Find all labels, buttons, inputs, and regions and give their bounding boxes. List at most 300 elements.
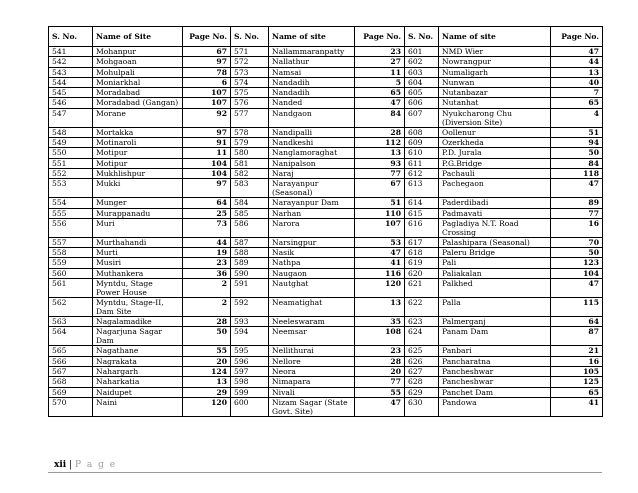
site-name-cell: Narayanpur (Seasonal)	[269, 179, 355, 198]
sno-cell: 609	[405, 138, 439, 148]
header-sno-3: S. No.	[405, 27, 439, 47]
table-row	[49, 327, 603, 346]
page-no-cell: 5	[355, 77, 405, 87]
site-name-cell: Namsai	[269, 67, 355, 77]
page-no-cell: 7	[551, 88, 603, 98]
site-name-cell: Nowrangpur	[439, 57, 551, 67]
table-row	[49, 356, 603, 366]
page-no-cell: 97	[183, 179, 231, 198]
header-page-3: Page No.	[551, 27, 603, 47]
sno-cell: 594	[231, 327, 269, 346]
sno-cell: 580	[231, 148, 269, 158]
site-name-cell: Motipur	[93, 148, 183, 158]
sno-cell: 579	[231, 138, 269, 148]
sno-cell: 598	[231, 377, 269, 387]
table-row	[49, 248, 603, 258]
sno-cell: 589	[231, 258, 269, 268]
header-site-2: Name of site	[269, 27, 355, 47]
page-no-cell: 124	[183, 366, 231, 376]
sno-cell: 618	[405, 248, 439, 258]
site-name-cell: Nanipalson	[269, 158, 355, 168]
sno-cell: 587	[231, 237, 269, 247]
sno-cell: 563	[49, 317, 93, 327]
table-row	[49, 237, 603, 247]
site-name-cell: Pali	[439, 258, 551, 268]
sno-cell: 557	[49, 237, 93, 247]
site-name-cell: Nathpa	[269, 258, 355, 268]
sno-cell: 623	[405, 317, 439, 327]
page-no-cell: 16	[551, 356, 603, 366]
sno-cell: 614	[405, 198, 439, 208]
page-no-cell: 123	[551, 258, 603, 268]
site-name-cell: Nallammaranpatty	[269, 47, 355, 57]
page-no-cell: 51	[551, 127, 603, 137]
site-name-cell: Nallathur	[269, 57, 355, 67]
sno-cell: 553	[49, 179, 93, 198]
sno-cell: 573	[231, 67, 269, 77]
page-no-cell: 41	[355, 258, 405, 268]
table-row	[49, 88, 603, 98]
page-no-cell: 120	[183, 397, 231, 416]
page-no-cell: 50	[551, 148, 603, 158]
page-no-cell: 94	[551, 138, 603, 148]
page-no-cell: 64	[183, 198, 231, 208]
site-name-cell: Panbari	[439, 346, 551, 356]
sno-cell: 599	[231, 387, 269, 397]
site-name-cell: Mukki	[93, 179, 183, 198]
page-no-cell: 47	[551, 47, 603, 57]
sno-cell: 576	[231, 98, 269, 108]
sno-cell: 593	[231, 317, 269, 327]
site-name-cell: Pancharatna	[439, 356, 551, 366]
header-site-3: Name of site	[439, 27, 551, 47]
page-no-cell: 23	[183, 258, 231, 268]
sno-cell: 613	[405, 179, 439, 198]
site-name-cell: Myntdu, Stage Power House	[93, 279, 183, 298]
sno-cell: 592	[231, 298, 269, 317]
sno-cell: 600	[231, 397, 269, 416]
table-header-row	[49, 27, 603, 47]
site-name-cell: Nasik	[269, 248, 355, 258]
sno-cell: 597	[231, 366, 269, 376]
site-name-cell: Neeleswaram	[269, 317, 355, 327]
site-name-cell: Nandadih	[269, 88, 355, 98]
page-no-cell: 29	[183, 387, 231, 397]
page-number: xii	[54, 460, 67, 470]
site-index-table	[48, 26, 603, 417]
site-name-cell: P.G.Bridge	[439, 158, 551, 168]
site-name-cell: Narora	[269, 218, 355, 237]
site-name-cell: Nunwan	[439, 77, 551, 87]
site-name-cell: Pancheshwar	[439, 377, 551, 387]
sno-cell: 541	[49, 47, 93, 57]
sno-cell: 546	[49, 98, 93, 108]
page-no-cell: 104	[183, 168, 231, 178]
table-row	[49, 366, 603, 376]
sno-cell: 543	[49, 67, 93, 77]
page-no-cell: 2	[183, 298, 231, 317]
site-name-cell: Panam Dam	[439, 327, 551, 346]
site-name-cell: Myntdu, Stage-II, Dam Site	[93, 298, 183, 317]
sno-cell: 628	[405, 377, 439, 387]
page-no-cell: 65	[551, 387, 603, 397]
site-name-cell: Mohulpali	[93, 67, 183, 77]
table-row	[49, 377, 603, 387]
site-name-cell: Nandipalli	[269, 127, 355, 137]
sno-cell: 620	[405, 268, 439, 278]
site-name-cell: Padmavati	[439, 208, 551, 218]
sno-cell: 616	[405, 218, 439, 237]
site-name-cell: Paliakalan	[439, 268, 551, 278]
page-no-cell: 41	[551, 397, 603, 416]
site-name-cell: Nizam Sagar (State Govt. Site)	[269, 397, 355, 416]
sno-cell: 560	[49, 268, 93, 278]
sno-cell: 581	[231, 158, 269, 168]
sno-cell: 604	[405, 77, 439, 87]
page-no-cell: 21	[551, 346, 603, 356]
site-name-cell: Nandkeshi	[269, 138, 355, 148]
page-no-cell: 51	[355, 198, 405, 208]
site-name-cell: Nagrakata	[93, 356, 183, 366]
table-row	[49, 218, 603, 237]
sno-cell: 630	[405, 397, 439, 416]
page-no-cell: 11	[183, 148, 231, 158]
page-no-cell: 78	[183, 67, 231, 77]
page-no-cell: 67	[183, 47, 231, 57]
site-name-cell: Mukhlishpur	[93, 168, 183, 178]
page-no-cell: 107	[355, 218, 405, 237]
sno-cell: 575	[231, 88, 269, 98]
site-name-cell: Naini	[93, 397, 183, 416]
header-page-1: Page No.	[183, 27, 231, 47]
sno-cell: 591	[231, 279, 269, 298]
page-label: P a g e	[75, 460, 117, 470]
site-name-cell: Nellithurai	[269, 346, 355, 356]
page-no-cell: 16	[551, 218, 603, 237]
site-name-cell: Nanded	[269, 98, 355, 108]
sno-cell: 568	[49, 377, 93, 387]
table-row	[49, 208, 603, 218]
page-no-cell: 77	[551, 208, 603, 218]
site-name-cell: Motinaroli	[93, 138, 183, 148]
site-name-cell: Palmerganj	[439, 317, 551, 327]
site-name-cell: Palashipara (Seasonal)	[439, 237, 551, 247]
site-name-cell: Pachauli	[439, 168, 551, 178]
page-no-cell: 107	[183, 88, 231, 98]
sno-cell: 590	[231, 268, 269, 278]
page-no-cell: 50	[551, 248, 603, 258]
site-name-cell: Narsingpur	[269, 237, 355, 247]
site-name-cell: Naraj	[269, 168, 355, 178]
page-no-cell: 47	[355, 397, 405, 416]
sno-cell: 567	[49, 366, 93, 376]
site-name-cell: Neemsar	[269, 327, 355, 346]
sno-cell: 549	[49, 138, 93, 148]
table-row	[49, 298, 603, 317]
sno-cell: 602	[405, 57, 439, 67]
sno-cell: 548	[49, 127, 93, 137]
page-no-cell: 50	[183, 327, 231, 346]
sno-cell: 596	[231, 356, 269, 366]
site-name-cell: Murti	[93, 248, 183, 258]
page-no-cell: 44	[551, 57, 603, 67]
sno-cell: 555	[49, 208, 93, 218]
page-no-cell: 125	[551, 377, 603, 387]
sno-cell: 606	[405, 98, 439, 108]
page-no-cell: 105	[551, 366, 603, 376]
sno-cell: 542	[49, 57, 93, 67]
page-no-cell: 70	[551, 237, 603, 247]
sno-cell: 564	[49, 327, 93, 346]
page-no-cell: 47	[355, 98, 405, 108]
page-no-cell: 20	[183, 356, 231, 366]
page-no-cell: 77	[355, 168, 405, 178]
sno-cell: 562	[49, 298, 93, 317]
site-name-cell: Neamatighat	[269, 298, 355, 317]
page-no-cell: 67	[355, 179, 405, 198]
page-no-cell: 115	[551, 298, 603, 317]
table-row	[49, 387, 603, 397]
sno-cell: 556	[49, 218, 93, 237]
site-name-cell: Nanglamoraghat	[269, 148, 355, 158]
table-row	[49, 47, 603, 57]
sno-cell: 565	[49, 346, 93, 356]
page-no-cell: 27	[355, 57, 405, 67]
site-name-cell: Murappanadu	[93, 208, 183, 218]
page-no-cell: 40	[551, 77, 603, 87]
site-name-cell: Neora	[269, 366, 355, 376]
site-name-cell: Mortakka	[93, 127, 183, 137]
table-row	[49, 67, 603, 77]
sno-cell: 608	[405, 127, 439, 137]
page-no-cell: 91	[183, 138, 231, 148]
sno-cell: 572	[231, 57, 269, 67]
page-no-cell: 47	[355, 248, 405, 258]
footer-separator: |	[69, 460, 73, 470]
sno-cell: 605	[405, 88, 439, 98]
header-sno-2: S. No.	[231, 27, 269, 47]
table-row	[49, 198, 603, 208]
page-no-cell: 53	[355, 237, 405, 247]
table-row	[49, 179, 603, 198]
sno-cell: 626	[405, 356, 439, 366]
site-name-cell: P.D. Jurala	[439, 148, 551, 158]
site-name-cell: Motipur	[93, 158, 183, 168]
page-no-cell: 28	[183, 317, 231, 327]
sno-cell: 571	[231, 47, 269, 57]
page-no-cell: 84	[551, 158, 603, 168]
table-row	[49, 57, 603, 67]
page-no-cell: 118	[551, 168, 603, 178]
sno-cell: 584	[231, 198, 269, 208]
site-name-cell: Muri	[93, 218, 183, 237]
page-no-cell: 120	[355, 279, 405, 298]
site-name-cell: Musiri	[93, 258, 183, 268]
table-row	[49, 397, 603, 416]
sno-cell: 617	[405, 237, 439, 247]
page-no-cell: 97	[183, 127, 231, 137]
sno-cell: 622	[405, 298, 439, 317]
sno-cell: 595	[231, 346, 269, 356]
page-no-cell: 107	[183, 98, 231, 108]
sno-cell: 603	[405, 67, 439, 77]
sno-cell: 552	[49, 168, 93, 178]
table-row	[49, 77, 603, 87]
site-name-cell: Palkhed	[439, 279, 551, 298]
page-no-cell: 55	[355, 387, 405, 397]
page-no-cell: 23	[355, 47, 405, 57]
page-no-cell: 73	[183, 218, 231, 237]
sno-cell: 569	[49, 387, 93, 397]
sno-cell: 627	[405, 366, 439, 376]
table-row	[49, 108, 603, 127]
sno-cell: 551	[49, 158, 93, 168]
page-no-cell: 36	[183, 268, 231, 278]
page-no-cell: 65	[551, 98, 603, 108]
page-no-cell: 35	[355, 317, 405, 327]
page-no-cell: 77	[355, 377, 405, 387]
site-name-cell: Moniarkhal	[93, 77, 183, 87]
page-no-cell: 44	[183, 237, 231, 247]
site-name-cell: Nagarjuna Sagar Dam	[93, 327, 183, 346]
site-name-cell: Nimapara	[269, 377, 355, 387]
site-name-cell: Pachegaon	[439, 179, 551, 198]
page-no-cell: 104	[551, 268, 603, 278]
page-no-cell: 108	[355, 327, 405, 346]
page-no-cell: 23	[355, 346, 405, 356]
table-row	[49, 279, 603, 298]
sno-cell: 612	[405, 168, 439, 178]
sno-cell: 570	[49, 397, 93, 416]
site-name-cell: Murthahandi	[93, 237, 183, 247]
site-name-cell: Naidupet	[93, 387, 183, 397]
sno-cell: 629	[405, 387, 439, 397]
page-no-cell: 84	[355, 108, 405, 127]
site-name-cell: Naugaon	[269, 268, 355, 278]
page-no-cell: 13	[551, 67, 603, 77]
site-name-cell: NMD Wier	[439, 47, 551, 57]
site-name-cell: Nahargarh	[93, 366, 183, 376]
site-name-cell: Nyukcharong Chu (Diversion Site)	[439, 108, 551, 127]
table-row	[49, 138, 603, 148]
page-no-cell: 89	[551, 198, 603, 208]
site-name-cell: Nutanbazar	[439, 88, 551, 98]
sno-cell: 559	[49, 258, 93, 268]
site-name-cell: Muthankera	[93, 268, 183, 278]
site-name-cell: Mohanpur	[93, 47, 183, 57]
sno-cell: 624	[405, 327, 439, 346]
site-name-cell: Pancheshwar	[439, 366, 551, 376]
footer-rule	[48, 472, 602, 473]
page-no-cell: 28	[355, 356, 405, 366]
site-name-cell: Panchet Dam	[439, 387, 551, 397]
table-row	[49, 268, 603, 278]
sno-cell: 545	[49, 88, 93, 98]
site-name-cell: Palla	[439, 298, 551, 317]
sno-cell: 578	[231, 127, 269, 137]
sno-cell: 574	[231, 77, 269, 87]
page-no-cell: 13	[355, 298, 405, 317]
site-name-cell: Nivali	[269, 387, 355, 397]
table-row	[49, 346, 603, 356]
sno-cell: 583	[231, 179, 269, 198]
sno-cell: 577	[231, 108, 269, 127]
page-no-cell: 112	[355, 138, 405, 148]
site-name-cell: Narhan	[269, 208, 355, 218]
sno-cell: 561	[49, 279, 93, 298]
page-no-cell: 20	[355, 366, 405, 376]
sno-cell: 582	[231, 168, 269, 178]
site-name-cell: Paleru Bridge	[439, 248, 551, 258]
site-name-cell: Nellore	[269, 356, 355, 366]
page-no-cell: 97	[183, 57, 231, 67]
page-no-cell: 28	[355, 127, 405, 137]
page-no-cell: 47	[551, 279, 603, 298]
page-no-cell: 87	[551, 327, 603, 346]
table-row	[49, 158, 603, 168]
sno-cell: 621	[405, 279, 439, 298]
sno-cell: 607	[405, 108, 439, 127]
sno-cell: 615	[405, 208, 439, 218]
page-no-cell: 93	[355, 158, 405, 168]
sno-cell: 601	[405, 47, 439, 57]
table-row	[49, 148, 603, 158]
page-no-cell: 6	[183, 77, 231, 87]
sno-cell: 588	[231, 248, 269, 258]
sno-cell: 566	[49, 356, 93, 366]
site-name-cell: Nagathane	[93, 346, 183, 356]
site-name-cell: Naharkatia	[93, 377, 183, 387]
header-sno-1: S. No.	[49, 27, 93, 47]
page-no-cell: 64	[551, 317, 603, 327]
header-site-1: Name of Site	[93, 27, 183, 47]
sno-cell: 554	[49, 198, 93, 208]
header-page-2: Page No.	[355, 27, 405, 47]
site-name-cell: Oollenur	[439, 127, 551, 137]
site-name-cell: Nandgaon	[269, 108, 355, 127]
site-name-cell: Pandowa	[439, 397, 551, 416]
page-no-cell: 25	[183, 208, 231, 218]
page-no-cell: 55	[183, 346, 231, 356]
page-no-cell: 11	[355, 67, 405, 77]
site-name-cell: Ozerkheda	[439, 138, 551, 148]
page-no-cell: 47	[551, 179, 603, 198]
sno-cell: 585	[231, 208, 269, 218]
sno-cell: 610	[405, 148, 439, 158]
sno-cell: 550	[49, 148, 93, 158]
page-no-cell: 65	[355, 88, 405, 98]
site-name-cell: Munger	[93, 198, 183, 208]
table-row	[49, 98, 603, 108]
table-body	[49, 47, 603, 417]
table-row	[49, 258, 603, 268]
site-name-cell: Moradabad	[93, 88, 183, 98]
page-no-cell: 110	[355, 208, 405, 218]
sno-cell: 547	[49, 108, 93, 127]
page-no-cell: 4	[551, 108, 603, 127]
page-no-cell: 19	[183, 248, 231, 258]
table-row	[49, 168, 603, 178]
site-name-cell: Nutanhat	[439, 98, 551, 108]
site-name-cell: Nautghat	[269, 279, 355, 298]
site-name-cell: Numaligarh	[439, 67, 551, 77]
sno-cell: 611	[405, 158, 439, 168]
site-name-cell: Moradabad (Gangan)	[93, 98, 183, 108]
site-name-cell: Paderdibadi	[439, 198, 551, 208]
page-no-cell: 116	[355, 268, 405, 278]
site-name-cell: Pagladiya N.T. Road Crossing	[439, 218, 551, 237]
site-name-cell: Nandadih	[269, 77, 355, 87]
